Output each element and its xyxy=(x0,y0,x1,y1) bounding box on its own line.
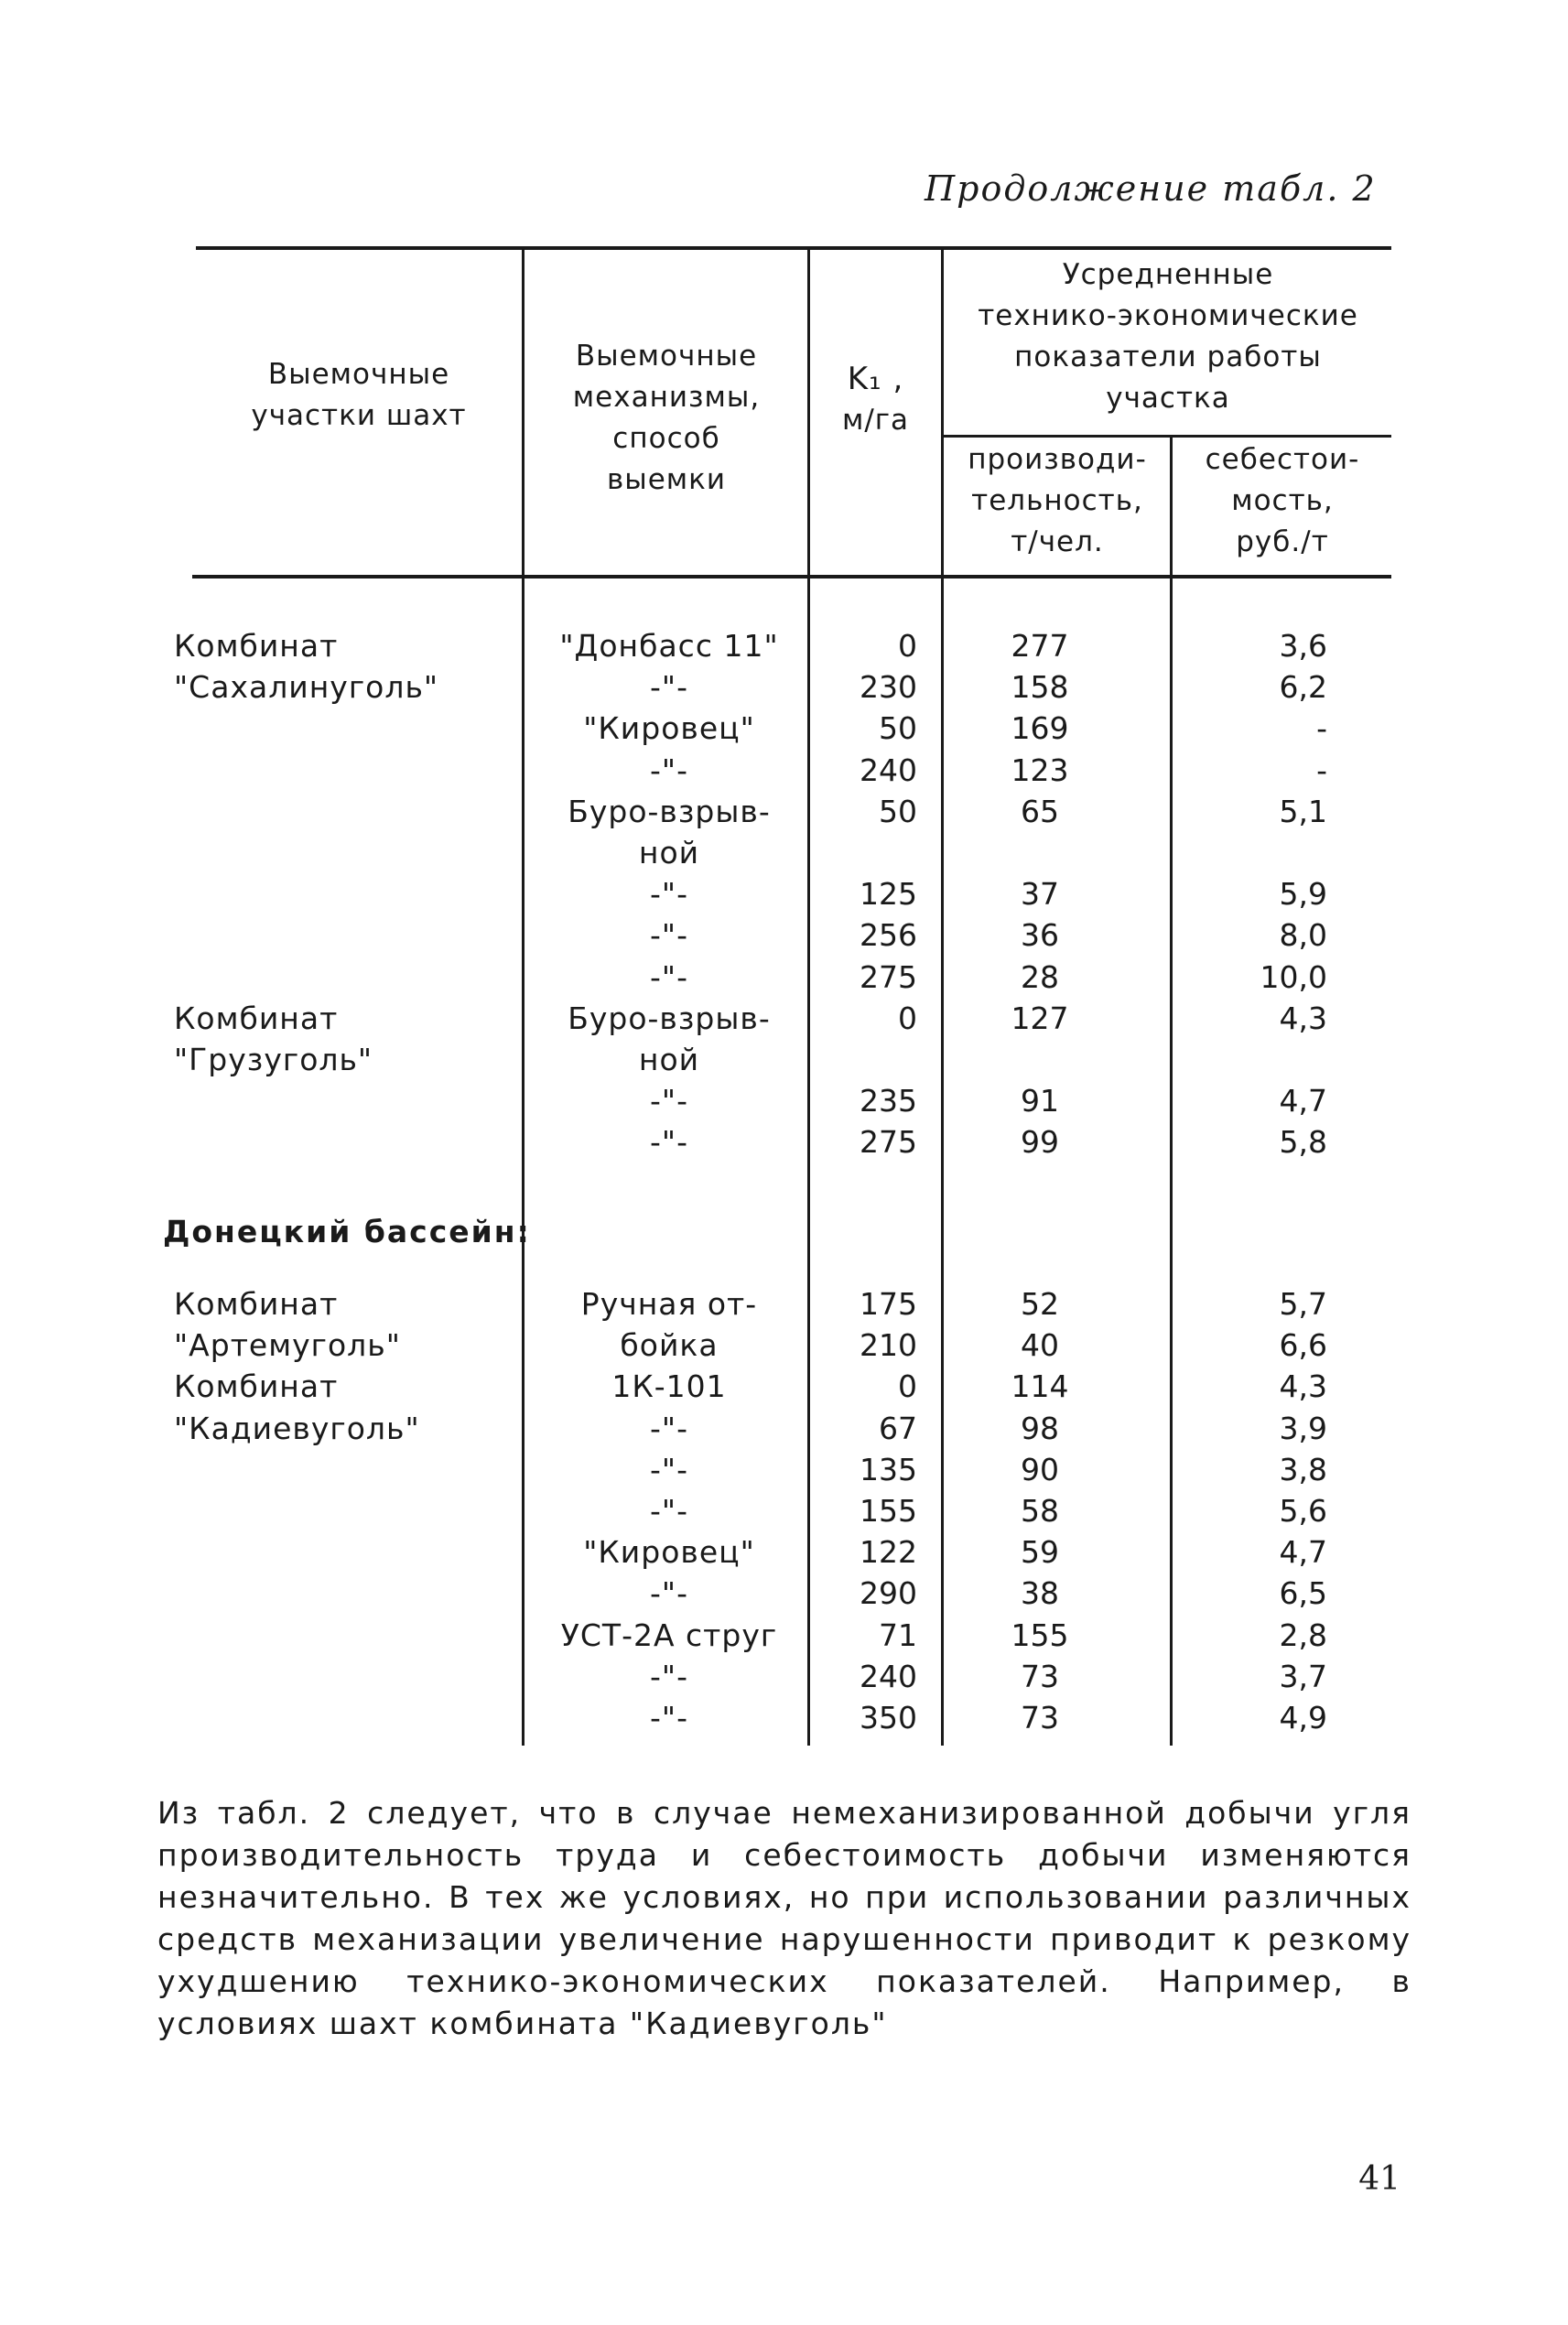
row-cost: 6,6 xyxy=(1279,1327,1327,1364)
row-section: Комбинат xyxy=(174,1368,339,1405)
row-k1: 0 xyxy=(898,1368,917,1405)
row-k1: 290 xyxy=(860,1575,917,1612)
row-mechanism: ной xyxy=(638,1042,700,1077)
col-divider-3 xyxy=(941,248,944,1746)
col-divider-4 xyxy=(1170,437,1173,1746)
row-cost: 3,8 xyxy=(1279,1451,1327,1487)
row-mechanism: -"- xyxy=(650,669,688,706)
row-productivity: 37 xyxy=(1021,876,1059,913)
row-cost: - xyxy=(1316,710,1327,747)
row-cost: - xyxy=(1316,752,1327,788)
row-k1: 240 xyxy=(860,1658,917,1694)
row-mechanism: "Кировец" xyxy=(583,1534,755,1571)
row-mechanism: -"- xyxy=(650,917,688,954)
row-cost: 5,1 xyxy=(1279,793,1327,829)
row-productivity: 114 xyxy=(1011,1368,1069,1405)
row-section: Комбинат xyxy=(174,1000,339,1036)
row-cost: 5,7 xyxy=(1279,1286,1327,1322)
row-section: "Кадиевуголь" xyxy=(174,1410,420,1446)
row-section: "Артемуголь" xyxy=(174,1327,401,1364)
row-mechanism: -"- xyxy=(650,876,688,913)
row-k1: 235 xyxy=(860,1083,917,1119)
row-cost: 2,8 xyxy=(1279,1617,1327,1653)
row-mechanism: -"- xyxy=(650,958,688,995)
header-bottom-rule xyxy=(192,575,1391,579)
row-section: Комбинат xyxy=(174,1286,339,1322)
row-mechanism: -"- xyxy=(650,752,688,788)
row-productivity: 99 xyxy=(1021,1124,1059,1161)
row-productivity: 98 xyxy=(1021,1410,1059,1446)
row-mechanism: -"- xyxy=(650,1124,688,1161)
row-k1: 275 xyxy=(860,958,917,995)
row-productivity: 52 xyxy=(1021,1286,1059,1322)
row-productivity: 169 xyxy=(1011,710,1069,747)
row-cost: 3,7 xyxy=(1279,1658,1327,1694)
row-cost: 4,7 xyxy=(1279,1083,1327,1119)
row-k1: 210 xyxy=(860,1327,917,1364)
row-k1: 122 xyxy=(860,1534,917,1571)
row-k1: 135 xyxy=(860,1451,917,1487)
row-productivity: 73 xyxy=(1021,1658,1059,1694)
body-paragraph: Из табл. 2 следует, что в случае немеханизированной добычи угля производительность труда и себестоимость добычи изменяются незначительно. В тех же условиях, но при использовании различных средств механизации увеличение нарушенности приводит к резкому ухудшению технико-экономических показателей. Например, в условиях шахт комбината "Кадиевуголь" xyxy=(157,1795,1411,2041)
row-cost: 6,5 xyxy=(1279,1575,1327,1612)
row-mechanism: -"- xyxy=(650,1658,688,1694)
header-productivity: производи- тельность, т/чел. xyxy=(968,443,1147,558)
row-productivity: 155 xyxy=(1011,1617,1069,1653)
row-productivity: 65 xyxy=(1021,793,1059,829)
row-k1: 0 xyxy=(898,628,917,664)
table-caption: Продолжение табл. 2 xyxy=(925,168,1377,209)
header-cost: себестои- мость, руб./т xyxy=(1205,443,1360,558)
row-cost: 5,8 xyxy=(1279,1124,1327,1161)
row-mechanism: -"- xyxy=(650,1083,688,1119)
col-divider-1 xyxy=(522,248,524,1746)
row-productivity: 28 xyxy=(1021,958,1059,995)
row-cost: 8,0 xyxy=(1279,917,1327,954)
row-productivity: 59 xyxy=(1021,1534,1059,1571)
row-mechanism: "Донбасс 11" xyxy=(559,628,779,664)
row-cost: 3,6 xyxy=(1279,628,1327,664)
row-k1: 230 xyxy=(860,669,917,706)
row-cost: 10,0 xyxy=(1260,958,1327,995)
row-mechanism: УСТ-2А струг xyxy=(560,1617,778,1653)
row-mechanism: Ручная от- xyxy=(580,1286,758,1322)
row-k1: 0 xyxy=(898,1000,917,1036)
row-mechanism: Буро-взрыв- xyxy=(568,1000,771,1036)
row-mechanism: -"- xyxy=(650,1451,688,1487)
row-mechanism: -"- xyxy=(650,1700,688,1736)
row-mechanism: "Кировец" xyxy=(583,710,755,747)
row-productivity: 91 xyxy=(1021,1083,1059,1119)
row-productivity: 40 xyxy=(1021,1327,1059,1364)
basin-heading: Донецкий бассейн: xyxy=(163,1214,531,1249)
row-cost: 4,7 xyxy=(1279,1534,1327,1571)
row-cost: 4,3 xyxy=(1279,1368,1327,1405)
row-k1: 71 xyxy=(879,1617,917,1653)
row-section: "Грузуголь" xyxy=(174,1042,373,1077)
row-mechanism: ной xyxy=(638,835,700,871)
row-mechanism: 1К-101 xyxy=(611,1368,727,1405)
row-mechanism: -"- xyxy=(650,1575,688,1612)
row-productivity: 38 xyxy=(1021,1575,1059,1612)
row-k1: 256 xyxy=(860,917,917,954)
row-k1: 155 xyxy=(860,1493,917,1529)
row-productivity: 123 xyxy=(1011,752,1069,788)
row-mechanism: Буро-взрыв- xyxy=(568,793,771,829)
row-cost: 5,9 xyxy=(1279,876,1327,913)
row-section: "Сахалинуголь" xyxy=(174,669,439,706)
row-cost: 4,9 xyxy=(1279,1700,1327,1736)
row-k1: 175 xyxy=(860,1286,917,1322)
row-productivity: 90 xyxy=(1021,1451,1059,1487)
row-productivity: 277 xyxy=(1011,628,1069,664)
header-sections: Выемочные участки шахт xyxy=(251,358,467,432)
row-mechanism: -"- xyxy=(650,1410,688,1446)
row-productivity: 73 xyxy=(1021,1700,1059,1736)
header-group: Усредненные технико-экономические показатели работы участка xyxy=(978,258,1358,415)
group-header-rule xyxy=(943,435,1391,438)
row-section: Комбинат xyxy=(174,628,339,664)
row-cost: 5,6 xyxy=(1279,1493,1327,1529)
row-k1: 50 xyxy=(879,710,917,747)
table-top-rule xyxy=(196,246,1391,250)
row-cost: 6,2 xyxy=(1279,669,1327,706)
row-k1: 67 xyxy=(879,1410,917,1446)
row-k1: 350 xyxy=(860,1700,917,1736)
row-k1: 125 xyxy=(860,876,917,913)
row-productivity: 58 xyxy=(1021,1493,1059,1529)
page-number: 41 xyxy=(1358,2160,1400,2198)
row-k1: 50 xyxy=(879,793,917,829)
row-k1: 240 xyxy=(860,752,917,788)
row-mechanism: -"- xyxy=(650,1493,688,1529)
row-productivity: 36 xyxy=(1021,917,1059,954)
row-cost: 3,9 xyxy=(1279,1410,1327,1446)
header-k1: K₁ , м/га xyxy=(841,361,910,437)
row-cost: 4,3 xyxy=(1279,1000,1327,1036)
row-mechanism: бойка xyxy=(620,1327,719,1364)
row-productivity: 127 xyxy=(1011,1000,1069,1036)
header-mechanisms: Выемочные механизмы, способ выемки xyxy=(572,340,761,496)
row-k1: 275 xyxy=(860,1124,917,1161)
row-productivity: 158 xyxy=(1011,669,1069,706)
